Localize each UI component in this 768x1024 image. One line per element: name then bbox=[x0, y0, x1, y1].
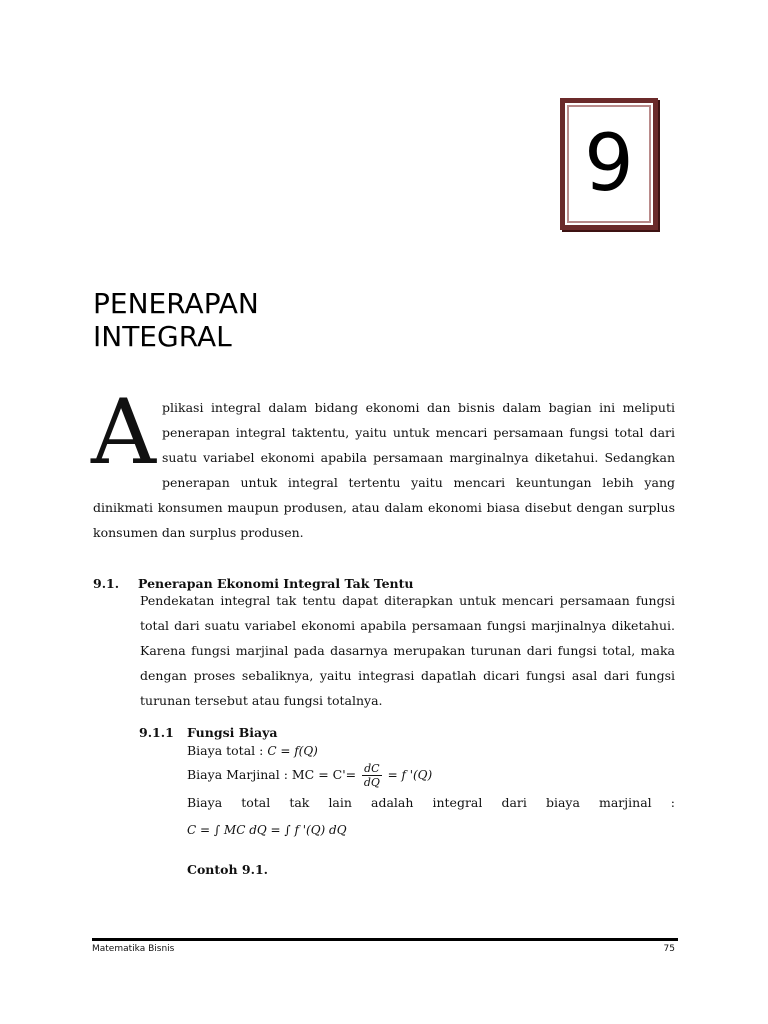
total-cost-line bbox=[187, 743, 318, 758]
section-paragraph: Pendekatan integral tak tentu dapat diterapkan untuk mencari persamaan fungsi total dari suatu variabel ekonomi apabila persamaan fungsi marjinalnya diketahui. Karena fungsi marjinal pada dasarnya merupakan turunan dari fungsi total, maka dengan proses sebaliknya, yaitu integrasi dapatlah dicari fungsi asal dari fungsi turunan tersebut atau fungsi totalnya. bbox=[140, 593, 675, 708]
statement-word: marjinal bbox=[598, 795, 652, 810]
statement-word: adalah bbox=[371, 795, 414, 810]
subsection-title: Fungsi Biaya bbox=[187, 725, 278, 740]
statement-word: integral bbox=[432, 795, 483, 810]
section-number: 9.1. bbox=[93, 576, 120, 591]
footer-page-number: 75 bbox=[663, 944, 675, 954]
intro-text: plikasi integral dalam bidang ekonomi dan bisnis dalam bagian ini meliputi penerapan integral taktentu, yaitu untuk mencari persamaan fungsi total dari suatu variabel ekonomi apabila persamaan marginalnya diketahui. Sedangkan penerapan untuk integral tertentu yaitu mencari keuntungan lebih yang dinikmati konsumen maupun produsen, atau dalam ekonomi biasa disebut dengan surplus konsumen dan surplus produsen. bbox=[93, 400, 675, 540]
total-cost-formula: C = f(Q) bbox=[267, 744, 318, 758]
statement-word: total bbox=[241, 795, 271, 810]
marginal-cost-rhs: = f '(Q) bbox=[387, 768, 433, 782]
marginal-cost-line bbox=[187, 762, 432, 789]
marginal-cost-label: Biaya Marjinal : MC = C'= bbox=[187, 767, 357, 782]
drop-cap: A bbox=[91, 380, 156, 485]
statement-word: tak bbox=[289, 795, 310, 810]
total-cost-label: Biaya total : bbox=[187, 743, 264, 758]
footer-book-title: Matematika Bisnis bbox=[92, 944, 175, 954]
marginal-fraction bbox=[362, 762, 381, 789]
chapter-number-box bbox=[560, 98, 658, 230]
statement-word: biaya bbox=[545, 795, 580, 810]
statement-word: Biaya bbox=[187, 795, 223, 810]
statement-word: : bbox=[670, 795, 675, 810]
chapter-title-line1: PENERAPAN bbox=[93, 287, 259, 320]
section-title: Penerapan Ekonomi Integral Tak Tentu bbox=[138, 576, 414, 591]
chapter-title-line2: INTEGRAL bbox=[93, 320, 232, 353]
fraction-numerator: dC bbox=[364, 762, 380, 775]
fraction-denominator: dQ bbox=[363, 776, 380, 789]
intro-paragraph bbox=[91, 380, 675, 545]
footer-rule bbox=[92, 938, 678, 941]
example-heading: Contoh 9.1. bbox=[187, 862, 269, 877]
chapter-number: 9 bbox=[584, 119, 634, 209]
statement-line bbox=[187, 795, 675, 810]
subsection-number: 9.1.1 bbox=[139, 725, 174, 740]
statement-word: lain bbox=[328, 795, 352, 810]
statement-word: dari bbox=[501, 795, 527, 810]
chapter-title bbox=[93, 287, 259, 353]
integral-formula: C = ∫ MC dQ = ∫ f '(Q) dQ bbox=[187, 823, 347, 837]
